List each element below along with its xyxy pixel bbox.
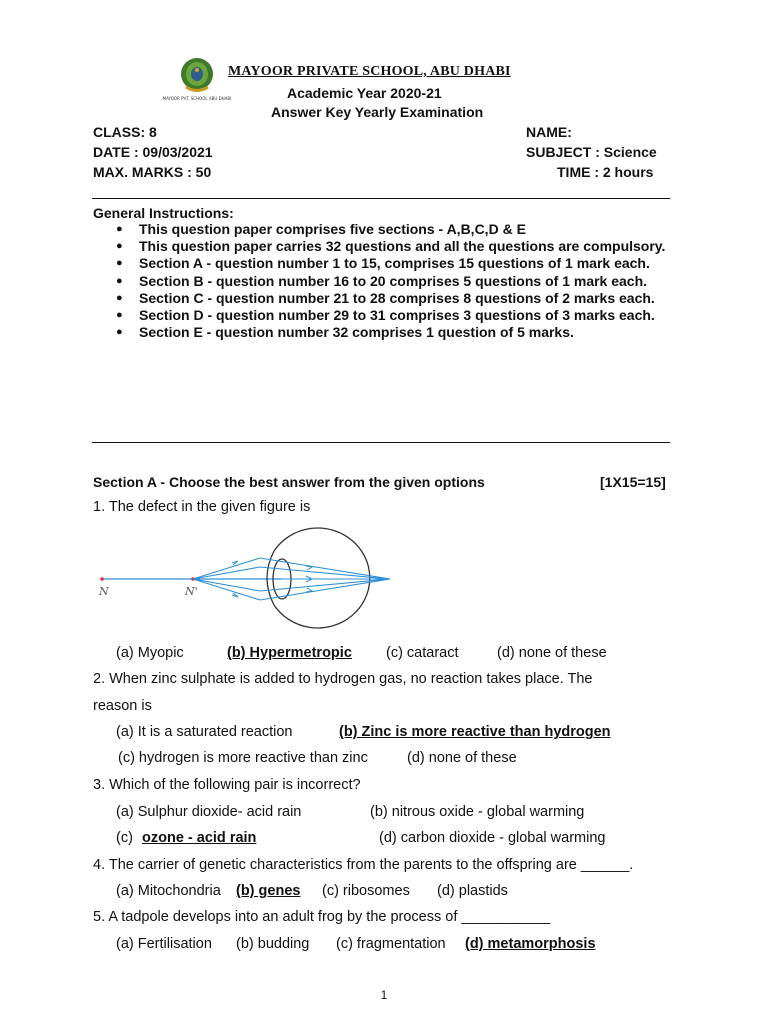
q2-option-b-answer: (b) Zinc is more reactive than hydrogen (339, 724, 611, 740)
class-field: CLASS: 8 (93, 124, 157, 140)
q3-option-a: (a) Sulphur dioxide- acid rain (116, 804, 302, 820)
q1-option-d: (d) none of these (497, 645, 607, 661)
label-n: N (99, 585, 109, 598)
question-3-text: 3. Which of the following pair is incorrect? (93, 777, 361, 793)
name-field: NAME: (526, 124, 572, 140)
section-a-marks: [1X15=15] (600, 474, 666, 490)
max-marks-field: MAX. MARKS : 50 (93, 164, 212, 180)
instruction-item: ● This question paper carries 32 questions and all the questions are compulsory. (116, 238, 676, 255)
q4-option-a: (a) Mitochondria (116, 883, 221, 899)
question-1-text: 1. The defect in the given figure is (93, 499, 311, 515)
q5-option-c: (c) fragmentation (336, 936, 446, 952)
school-name: MAYOOR PRIVATE SCHOOL, ABU DHABI (228, 64, 511, 79)
academic-year: Academic Year 2020-21 (287, 85, 442, 101)
section-a-title: Section A - Choose the best answer from the given options (93, 474, 485, 490)
eyeball (274, 528, 370, 628)
point-n (100, 577, 104, 581)
q3-option-c-answer: ozone - acid rain (142, 830, 257, 846)
question-2-text-line1: 2. When zinc sulphate is added to hydrogen gas, no reaction takes place. The (93, 671, 593, 687)
q5-option-d-answer: (d) metamorphosis (465, 936, 596, 952)
instruction-item: ● Section B - question number 16 to 20 comprises 5 questions of 1 mark each. (116, 273, 676, 290)
q5-option-a: (a) Fertilisation (116, 936, 212, 952)
question-5-text: 5. A tadpole develops into an adult frog by the process of ___________ (93, 909, 551, 925)
date-field: DATE : 09/03/2021 (93, 144, 213, 160)
time-field: TIME : 2 hours (557, 164, 654, 180)
q1-option-b-answer: (b) Hypermetropic (227, 645, 352, 661)
question-2-text-line2: reason is (93, 698, 152, 714)
instruction-item: ● Section E - question number 32 comprises 1 question of 5 marks. (116, 324, 676, 341)
instruction-item: ● Section C - question number 21 to 28 comprises 8 questions of 2 marks each. (116, 290, 676, 307)
q2-option-a: (a) It is a saturated reaction (116, 724, 293, 740)
q3-option-c-prefix: (c) (116, 830, 133, 846)
instructions-title: General Instructions: (93, 205, 234, 221)
q4-option-d: (d) plastids (437, 883, 508, 899)
divider-bottom (92, 442, 670, 443)
divider-top (92, 198, 670, 199)
page-number: 1 (380, 988, 388, 1002)
question-4-text: 4. The carrier of genetic characteristics from the parents to the offspring are ______. (93, 857, 634, 873)
q3-option-b: (b) nitrous oxide - global warming (370, 804, 585, 820)
eye-defect-figure (92, 525, 412, 637)
q1-option-a: (a) Myopic (116, 645, 184, 661)
instruction-item: ● Section D - question number 29 to 31 comprises 3 questions of 3 marks each. (116, 307, 676, 324)
logo-text: MAYOOR PVT. SCHOOL ABU DHABI (162, 96, 232, 101)
instruction-item: ● Section A - question number 1 to 15, comprises 15 questions of 1 mark each. (116, 255, 676, 272)
q4-option-c: (c) ribosomes (322, 883, 410, 899)
q2-option-d: (d) none of these (407, 750, 517, 766)
q4-option-b-answer: (b) genes (236, 883, 301, 899)
school-logo (162, 56, 232, 106)
q1-option-c: (c) cataract (386, 645, 459, 661)
q3-option-d: (d) carbon dioxide - global warming (379, 830, 606, 846)
q5-option-b: (b) budding (236, 936, 310, 952)
label-n-prime: N' (185, 585, 198, 598)
subject-field: SUBJECT : Science (526, 144, 657, 160)
exam-title: Answer Key Yearly Examination (271, 104, 484, 120)
q2-option-c: (c) hydrogen is more reactive than zinc (118, 750, 368, 766)
instruction-item: ● This question paper comprises five sections - A,B,C,D & E (116, 221, 676, 238)
instructions-list (116, 221, 676, 341)
